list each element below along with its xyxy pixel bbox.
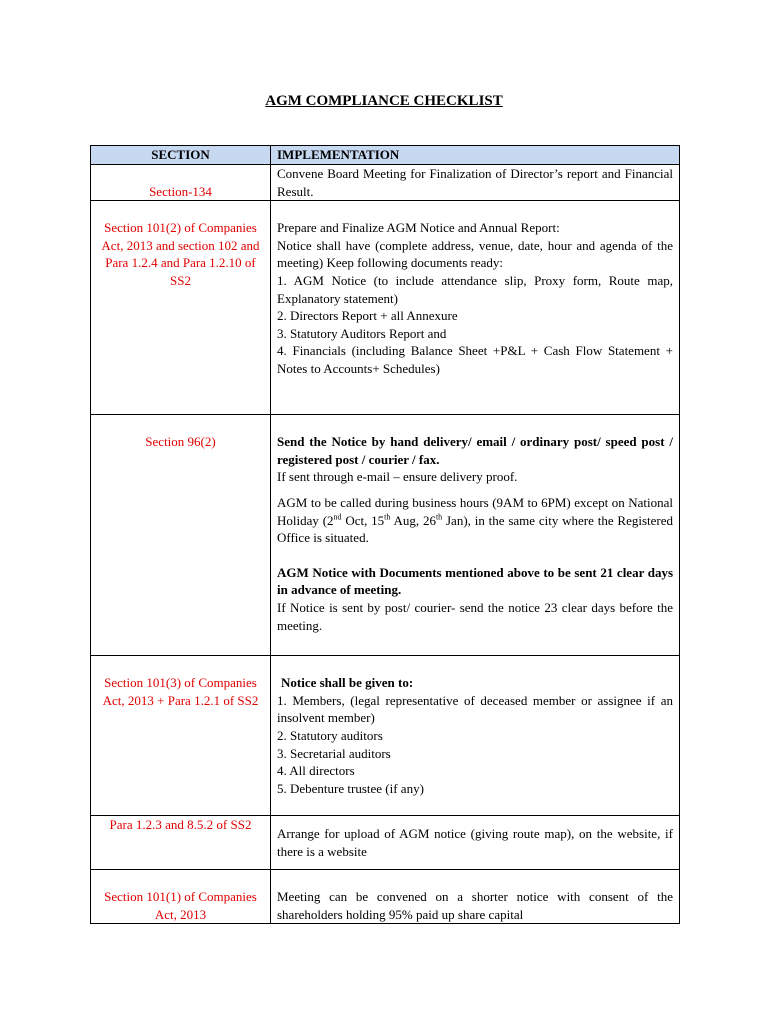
impl-line: 1. Members, (legal representative of deceased member or assignee if an insolvent member) (277, 692, 673, 726)
impl-bold-line: AGM Notice with Documents mentioned above to be sent 21 clear days in advance of meeting. (277, 564, 673, 598)
impl-line: 1. AGM Notice (to include attendance slip, Proxy form, Route map, Explanatory statement) (277, 272, 673, 306)
impl-line: 3. Secretarial auditors (277, 745, 391, 761)
impl-line: Prepare and Finalize AGM Notice and Annual Report: (277, 220, 560, 236)
table-row (91, 415, 680, 656)
table-row (91, 201, 680, 415)
table-header-row (91, 146, 680, 165)
row-section: Para 1.2.3 and 8.5.2 of SS2 (91, 816, 271, 870)
impl-line: Convene Board Meeting for Finalization of Director’s report and Financial Result. (277, 166, 673, 199)
impl-line: Notice shall have (complete address, venue, date, hour and agenda of the meeting) Keep following documents ready: (277, 237, 673, 271)
row-section: Section 96(2) (91, 415, 271, 656)
impl-line-hours: AGM to be called during business hours (9AM to 6PM) except on National Holiday (2nd Oct, 15th Aug, 26th Jan), in the same city where the Registered Office is situated. (277, 494, 673, 546)
header-section: SECTION (91, 146, 271, 165)
row-implementation (271, 816, 680, 870)
impl-heading: Notice shall be given to: (281, 675, 414, 691)
page-title: AGM COMPLIANCE CHECKLIST (265, 93, 503, 109)
impl-line: 2. Statutory auditors (277, 727, 383, 743)
row-implementation (271, 870, 680, 924)
row-implementation (271, 201, 680, 415)
row-section: Section 101(2) of Companies Act, 2013 and section 102 and Para 1.2.4 and Para 1.2.10 of SS2 (91, 201, 271, 415)
table-row (91, 165, 680, 201)
row-implementation (271, 656, 680, 816)
row-section: Section 101(1) of Companies Act, 2013 (91, 870, 271, 924)
impl-line: If Notice is sent by post/ courier- send the notice 23 clear days before the meeting. (277, 599, 673, 633)
header-implementation: IMPLEMENTATION (271, 146, 680, 165)
impl-line: Arrange for upload of AGM notice (giving route map), on the website, if there is a website (277, 826, 673, 859)
row-implementation (271, 165, 680, 201)
checklist-table (90, 145, 680, 924)
impl-line: Meeting can be convened on a shorter notice with consent of the shareholders holding 95% paid up share capital (277, 889, 673, 922)
impl-bold-line: Send the Notice by hand delivery/ email / ordinary post/ speed post / registered post / courier / fax. (277, 434, 673, 467)
impl-line: If sent through e-mail – ensure delivery proof. (277, 469, 518, 485)
table-row (91, 656, 680, 816)
row-section: Section-134 (91, 165, 271, 201)
row-implementation (271, 415, 680, 656)
table-row (91, 816, 680, 870)
row-section: Section 101(3) of Companies Act, 2013 + Para 1.2.1 of SS2 (91, 656, 271, 816)
impl-line: 2. Directors Report + all Annexure (277, 308, 458, 324)
impl-line: 5. Debenture trustee (if any) (277, 780, 424, 796)
impl-line: 4. Financials (including Balance Sheet +P&L + Cash Flow Statement + Notes to Accounts+ Schedules) (277, 343, 673, 376)
impl-line: 3. Statutory Auditors Report and (277, 325, 447, 341)
impl-line: 4. All directors (277, 763, 355, 779)
table-row (91, 870, 680, 924)
